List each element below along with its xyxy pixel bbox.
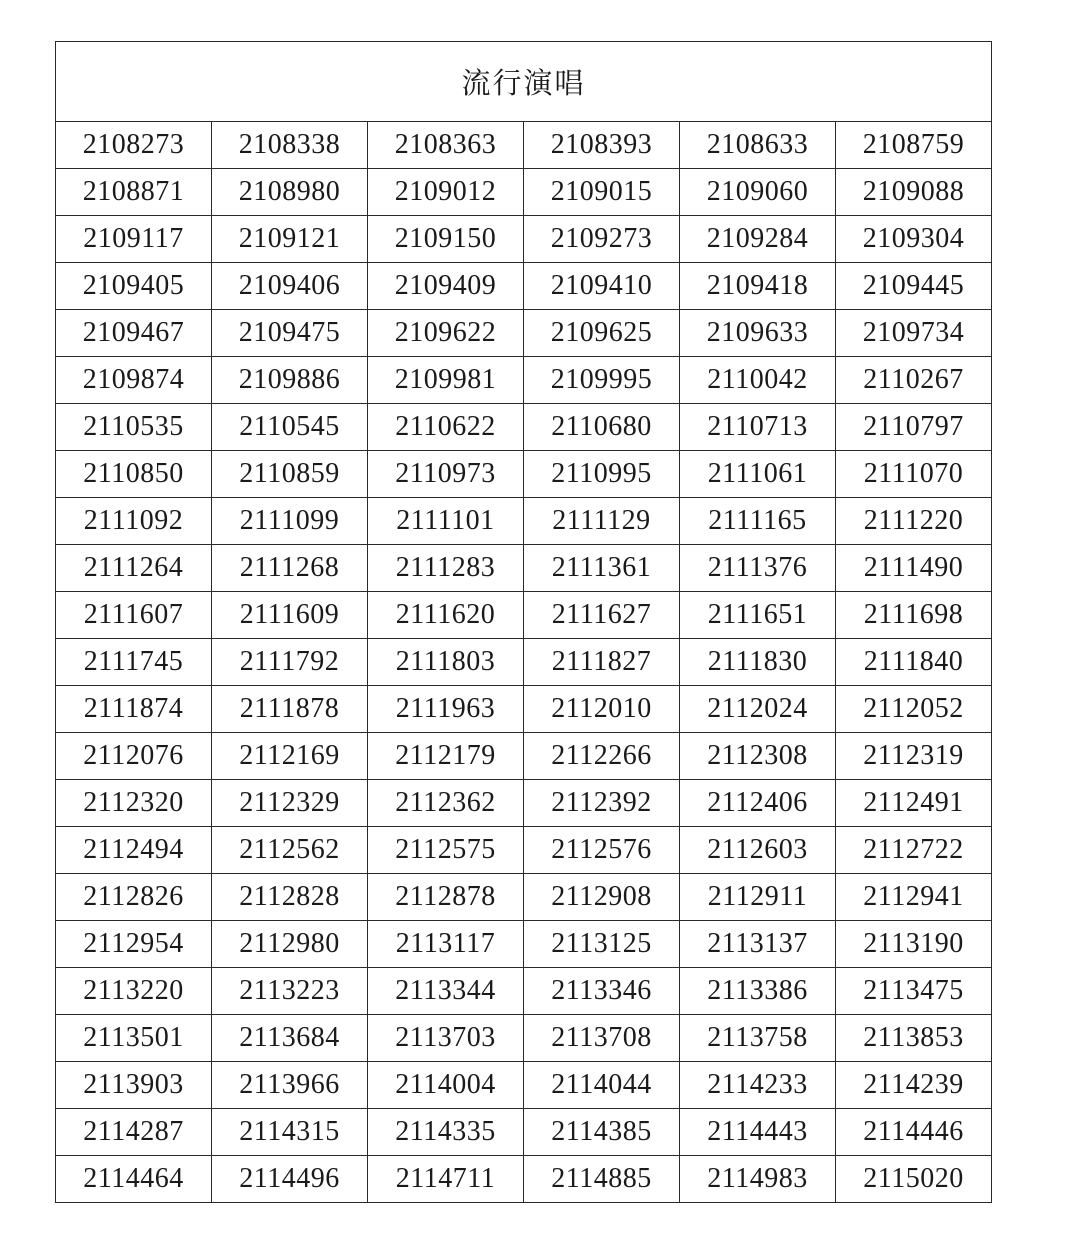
table-cell: 2110713 [680, 404, 836, 451]
table-cell: 2114239 [836, 1062, 992, 1109]
table-cell: 2109625 [524, 310, 680, 357]
table-cell: 2114446 [836, 1109, 992, 1156]
table-row [56, 216, 992, 263]
table-cell: 2112076 [56, 733, 212, 780]
table-cell: 2110973 [368, 451, 524, 498]
table-cell: 2111627 [524, 592, 680, 639]
table-row [56, 169, 992, 216]
table-cell: 2109406 [212, 263, 368, 310]
table-row [56, 310, 992, 357]
table-cell: 2110850 [56, 451, 212, 498]
table-cell: 2110535 [56, 404, 212, 451]
table-cell: 2111283 [368, 545, 524, 592]
table-cell: 2114711 [368, 1156, 524, 1203]
table-cell: 2109467 [56, 310, 212, 357]
table-cell: 2111490 [836, 545, 992, 592]
table-row [56, 733, 992, 780]
table-cell: 2108980 [212, 169, 368, 216]
table-cell: 2110995 [524, 451, 680, 498]
table-row [56, 451, 992, 498]
table-cell: 2114233 [680, 1062, 836, 1109]
table-cell: 2109886 [212, 357, 368, 404]
table-cell: 2109409 [368, 263, 524, 310]
table-cell: 2112052 [836, 686, 992, 733]
table-cell: 2111803 [368, 639, 524, 686]
table-cell: 2113966 [212, 1062, 368, 1109]
table-cell: 2111827 [524, 639, 680, 686]
table-cell: 2108633 [680, 122, 836, 169]
table-cell: 2108871 [56, 169, 212, 216]
table-cell: 2114496 [212, 1156, 368, 1203]
table-cell: 2109475 [212, 310, 368, 357]
table-cell: 2112828 [212, 874, 368, 921]
table-cell: 2108363 [368, 122, 524, 169]
table-cell: 2109284 [680, 216, 836, 263]
table-cell: 2112329 [212, 780, 368, 827]
table-cell: 2109304 [836, 216, 992, 263]
table-cell: 2112575 [368, 827, 524, 874]
table-cell: 2111129 [524, 498, 680, 545]
table-cell: 2113125 [524, 921, 680, 968]
table-cell: 2109445 [836, 263, 992, 310]
table-cell: 2112024 [680, 686, 836, 733]
table-cell: 2112179 [368, 733, 524, 780]
table-row [56, 874, 992, 921]
table-cell: 2111792 [212, 639, 368, 686]
table-cell: 2108393 [524, 122, 680, 169]
table-cell: 2114315 [212, 1109, 368, 1156]
table-cell: 2109734 [836, 310, 992, 357]
table-cell: 2109995 [524, 357, 680, 404]
table-row [56, 921, 992, 968]
table-row [56, 122, 992, 169]
table-cell: 2112319 [836, 733, 992, 780]
table-cell: 2112266 [524, 733, 680, 780]
table-cell: 2113903 [56, 1062, 212, 1109]
table-row [56, 827, 992, 874]
table-cell: 2109405 [56, 263, 212, 310]
table-cell: 2113475 [836, 968, 992, 1015]
table-cell: 2111268 [212, 545, 368, 592]
table-cell: 2112576 [524, 827, 680, 874]
table-cell: 2110680 [524, 404, 680, 451]
table-row [56, 357, 992, 404]
table-cell: 2112980 [212, 921, 368, 968]
table-cell: 2114464 [56, 1156, 212, 1203]
table-cell: 2108338 [212, 122, 368, 169]
table-row [56, 263, 992, 310]
number-table [55, 41, 992, 1203]
table-cell: 2109088 [836, 169, 992, 216]
table-cell: 2111830 [680, 639, 836, 686]
table-cell: 2111698 [836, 592, 992, 639]
table-cell: 2109121 [212, 216, 368, 263]
table-row [56, 968, 992, 1015]
table-cell: 2110267 [836, 357, 992, 404]
table-cell: 2112722 [836, 827, 992, 874]
table-cell: 2108273 [56, 122, 212, 169]
table-cell: 2111620 [368, 592, 524, 639]
table-cell: 2113703 [368, 1015, 524, 1062]
table-cell: 2113137 [680, 921, 836, 968]
table-cell: 2113223 [212, 968, 368, 1015]
table-cell: 2111745 [56, 639, 212, 686]
table-cell: 2114004 [368, 1062, 524, 1109]
table-cell: 2112320 [56, 780, 212, 827]
table-cell: 2111878 [212, 686, 368, 733]
table-cell: 2109015 [524, 169, 680, 216]
table-row [56, 404, 992, 451]
table-cell: 2113346 [524, 968, 680, 1015]
table-cell: 2110042 [680, 357, 836, 404]
table-cell: 2109060 [680, 169, 836, 216]
table-cell: 2113344 [368, 968, 524, 1015]
table-row [56, 686, 992, 733]
table-cell: 2109418 [680, 263, 836, 310]
table-cell: 2109622 [368, 310, 524, 357]
table-cell: 2112392 [524, 780, 680, 827]
table-row [56, 1015, 992, 1062]
table-cell: 2111609 [212, 592, 368, 639]
table-cell: 2112941 [836, 874, 992, 921]
table-row [56, 592, 992, 639]
table-row [56, 639, 992, 686]
table-cell: 2110622 [368, 404, 524, 451]
table-cell: 2111165 [680, 498, 836, 545]
table-cell: 2109633 [680, 310, 836, 357]
table-cell: 2108759 [836, 122, 992, 169]
table-cell: 2112954 [56, 921, 212, 968]
table-cell: 2110545 [212, 404, 368, 451]
table-cell: 2111651 [680, 592, 836, 639]
table-cell: 2110797 [836, 404, 992, 451]
table-cell: 2111070 [836, 451, 992, 498]
table-cell: 2112362 [368, 780, 524, 827]
table-row [56, 545, 992, 592]
table-cell: 2111099 [212, 498, 368, 545]
table-row [56, 498, 992, 545]
table-row [56, 1156, 992, 1203]
table-cell: 2109150 [368, 216, 524, 263]
table-cell: 2111092 [56, 498, 212, 545]
table-cell: 2113758 [680, 1015, 836, 1062]
table-row [56, 1062, 992, 1109]
table-cell: 2111963 [368, 686, 524, 733]
table-cell: 2109273 [524, 216, 680, 263]
table-cell: 2114443 [680, 1109, 836, 1156]
table-cell: 2114385 [524, 1109, 680, 1156]
table-cell: 2110859 [212, 451, 368, 498]
table-cell: 2111101 [368, 498, 524, 545]
table-cell: 2112494 [56, 827, 212, 874]
table-cell: 2111061 [680, 451, 836, 498]
table-cell: 2109981 [368, 357, 524, 404]
table-cell: 2109874 [56, 357, 212, 404]
table-cell: 2114335 [368, 1109, 524, 1156]
table-cell: 2114044 [524, 1062, 680, 1109]
title-row [56, 42, 992, 122]
table-cell: 2112406 [680, 780, 836, 827]
table-cell: 2112826 [56, 874, 212, 921]
table-body [56, 122, 992, 1203]
table-cell: 2111840 [836, 639, 992, 686]
table-cell: 2111220 [836, 498, 992, 545]
table-cell: 2113684 [212, 1015, 368, 1062]
table-cell: 2113501 [56, 1015, 212, 1062]
table-cell: 2112010 [524, 686, 680, 733]
table-cell: 2111607 [56, 592, 212, 639]
table-cell: 2114885 [524, 1156, 680, 1203]
table-cell: 2112911 [680, 874, 836, 921]
table-title: 流行演唱 [56, 42, 992, 122]
table-cell: 2112491 [836, 780, 992, 827]
table-cell: 2111376 [680, 545, 836, 592]
table-cell: 2109012 [368, 169, 524, 216]
table-cell: 2113853 [836, 1015, 992, 1062]
table-row [56, 1109, 992, 1156]
table-cell: 2111264 [56, 545, 212, 592]
table-cell: 2112562 [212, 827, 368, 874]
table-cell: 2111874 [56, 686, 212, 733]
table-cell: 2113386 [680, 968, 836, 1015]
table-cell: 2114983 [680, 1156, 836, 1203]
table-cell: 2115020 [836, 1156, 992, 1203]
table-cell: 2111361 [524, 545, 680, 592]
table-cell: 2113117 [368, 921, 524, 968]
table-cell: 2113708 [524, 1015, 680, 1062]
table-cell: 2112908 [524, 874, 680, 921]
table-cell: 2109117 [56, 216, 212, 263]
table-cell: 2114287 [56, 1109, 212, 1156]
table-cell: 2113220 [56, 968, 212, 1015]
document-sheet [55, 41, 992, 1203]
table-cell: 2112308 [680, 733, 836, 780]
table-cell: 2112169 [212, 733, 368, 780]
table-cell: 2113190 [836, 921, 992, 968]
table-cell: 2109410 [524, 263, 680, 310]
table-row [56, 780, 992, 827]
table-cell: 2112603 [680, 827, 836, 874]
table-cell: 2112878 [368, 874, 524, 921]
